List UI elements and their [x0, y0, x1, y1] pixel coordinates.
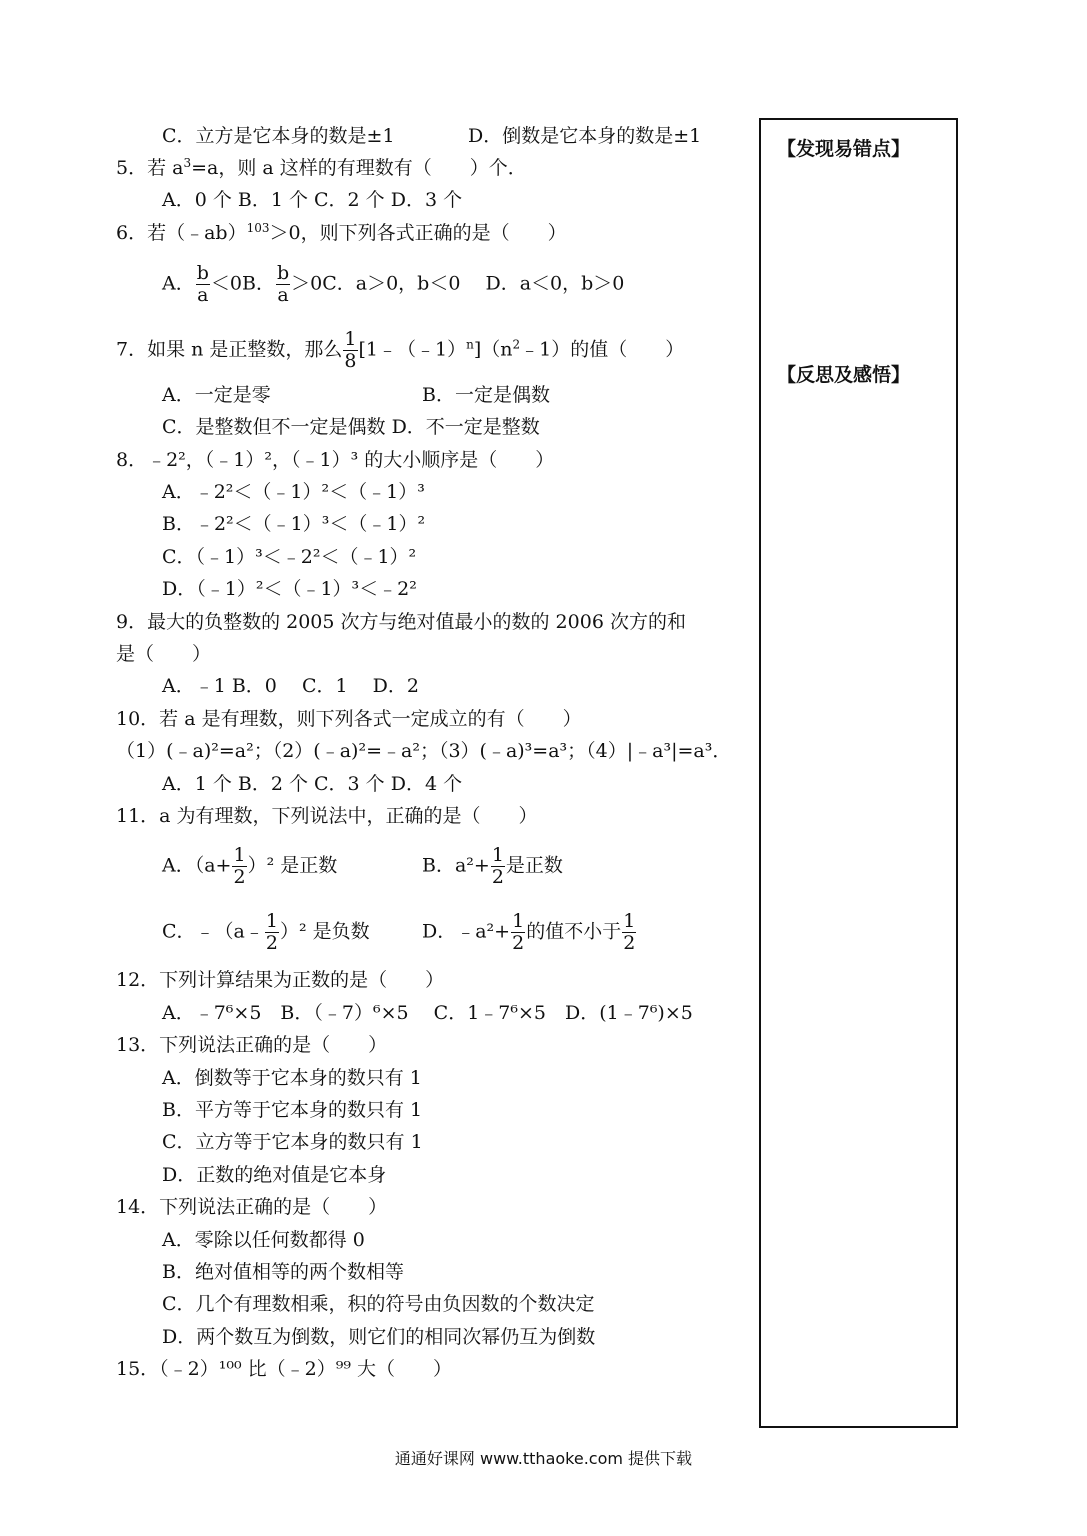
sidebar-heading-errors: 【发现易错点】 — [777, 138, 911, 160]
q11-option-b: B．a²+ $\frac{1}{2}$ 是正数 — [422, 844, 563, 888]
q11-option-c: C．﹣（a﹣ $\frac{1}{2}$ ）² 是负数 — [162, 910, 370, 954]
q8-option-c: C．（﹣1）³＜﹣2²＜（﹣1）² — [162, 546, 417, 568]
q7-option-a: A．一定是零 — [162, 384, 271, 406]
q14-option-d: D．两个数互为倒数，则它们的相同次幂仍互为倒数 — [162, 1326, 596, 1348]
q7-option-b: B．一定是偶数 — [422, 384, 550, 406]
question-6: 6．若（﹣ab）$^{103}$＞0，则下列各式正确的是（ ） — [116, 221, 567, 244]
q4-option-c: C．立方是它本身的数是±1 — [162, 125, 395, 147]
question-5: 5．若 $a^3=a$，则 a 这样的有理数有（ ）个． — [116, 156, 527, 179]
question-14: 14．下列说法正确的是（ ） — [116, 1196, 388, 1218]
q8-option-d: D．（﹣1）²＜（﹣1）³＜﹣2² — [162, 578, 417, 600]
q13-option-a: A．倒数等于它本身的数只有 1 — [162, 1067, 422, 1089]
q4-option-d: D．倒数是它本身的数是±1 — [468, 125, 702, 147]
sidebar-heading-reflection: 【反思及感悟】 — [777, 364, 911, 386]
q9-options: A．﹣1 B．0 C．1 D．2 — [162, 675, 419, 697]
question-8: 8．﹣2²，（﹣1）²，（﹣1）³ 的大小顺序是（ ） — [116, 449, 555, 471]
q10-options: A．1 个 B．2 个 C．3 个 D．4 个 — [162, 773, 463, 795]
page-footer: 通通好课网 www.tthaoke.com 提供下载 — [394, 1449, 693, 1468]
question-12: 12．下列计算结果为正数的是（ ） — [116, 969, 445, 991]
q14-option-a: A．零除以任何数都得 0 — [162, 1229, 365, 1251]
q11-option-a: A．（a+ $\frac{1}{2}$ ）² 是正数 — [162, 844, 338, 888]
q11-option-d: D．﹣a²+ $\frac{1}{2}$ 的值不小于 $\frac{1}{2}$ — [422, 910, 636, 954]
question-9-cont: 是（ ） — [116, 643, 212, 665]
q14-option-c: C．几个有理数相乘，积的符号由负因数的个数决定 — [162, 1293, 595, 1315]
q12-options: A．﹣7⁶×5 B．（﹣7）⁶×5 C．1﹣7⁶×5 D．(1﹣7⁶)×5 — [162, 1002, 693, 1024]
q8-option-a: A．﹣2²＜（﹣1）²＜（﹣1）³ — [162, 481, 425, 503]
q6-options: A． $\frac{b}{a}$ ＜0B． $\frac{b}{a}$ ＞0C．a＞0，b＜0 D．a＜0，b＞0 — [162, 262, 625, 306]
q13-option-b: B．平方等于它本身的数只有 1 — [162, 1099, 423, 1121]
question-7: 7．如果 n 是正整数，那么 $\frac{1}{8}$ $[1﹣(﹣1)^n](n^2﹣1)$的值（ ） — [116, 328, 685, 372]
question-13: 13．下列说法正确的是（ ） — [116, 1034, 388, 1056]
notes-sidebar — [759, 118, 958, 1428]
q5-options: A．0 个 B．1 个 C．2 个 D．3 个 — [162, 189, 463, 211]
q14-option-b: B．绝对值相等的两个数相等 — [162, 1261, 404, 1283]
q13-option-c: C．立方等于它本身的数只有 1 — [162, 1131, 423, 1153]
q7-options-cd: C．是整数但不一定是偶数 D．不一定是整数 — [162, 416, 540, 438]
q10-items: （1）(﹣a)²=a²；（2）(﹣a)²=﹣a²；（3）(﹣a)³=a³；（4）|﹣a³|=a³． — [116, 740, 732, 762]
question-15: 15．（﹣2）¹⁰⁰ 比（﹣2）⁹⁹ 大（ ） — [116, 1358, 453, 1380]
question-9: 9．最大的负整数的 2005 次方与绝对值最小的数的 2006 次方的和 — [116, 611, 686, 633]
q13-option-d: D．正数的绝对值是它本身 — [162, 1164, 387, 1186]
question-10: 10．若 a 是有理数，则下列各式一定成立的有（ ） — [116, 708, 582, 730]
q8-option-b: B．﹣2²＜（﹣1）³＜（﹣1）² — [162, 513, 426, 535]
question-11: 11．a 为有理数，下列说法中，正确的是（ ） — [116, 805, 538, 827]
